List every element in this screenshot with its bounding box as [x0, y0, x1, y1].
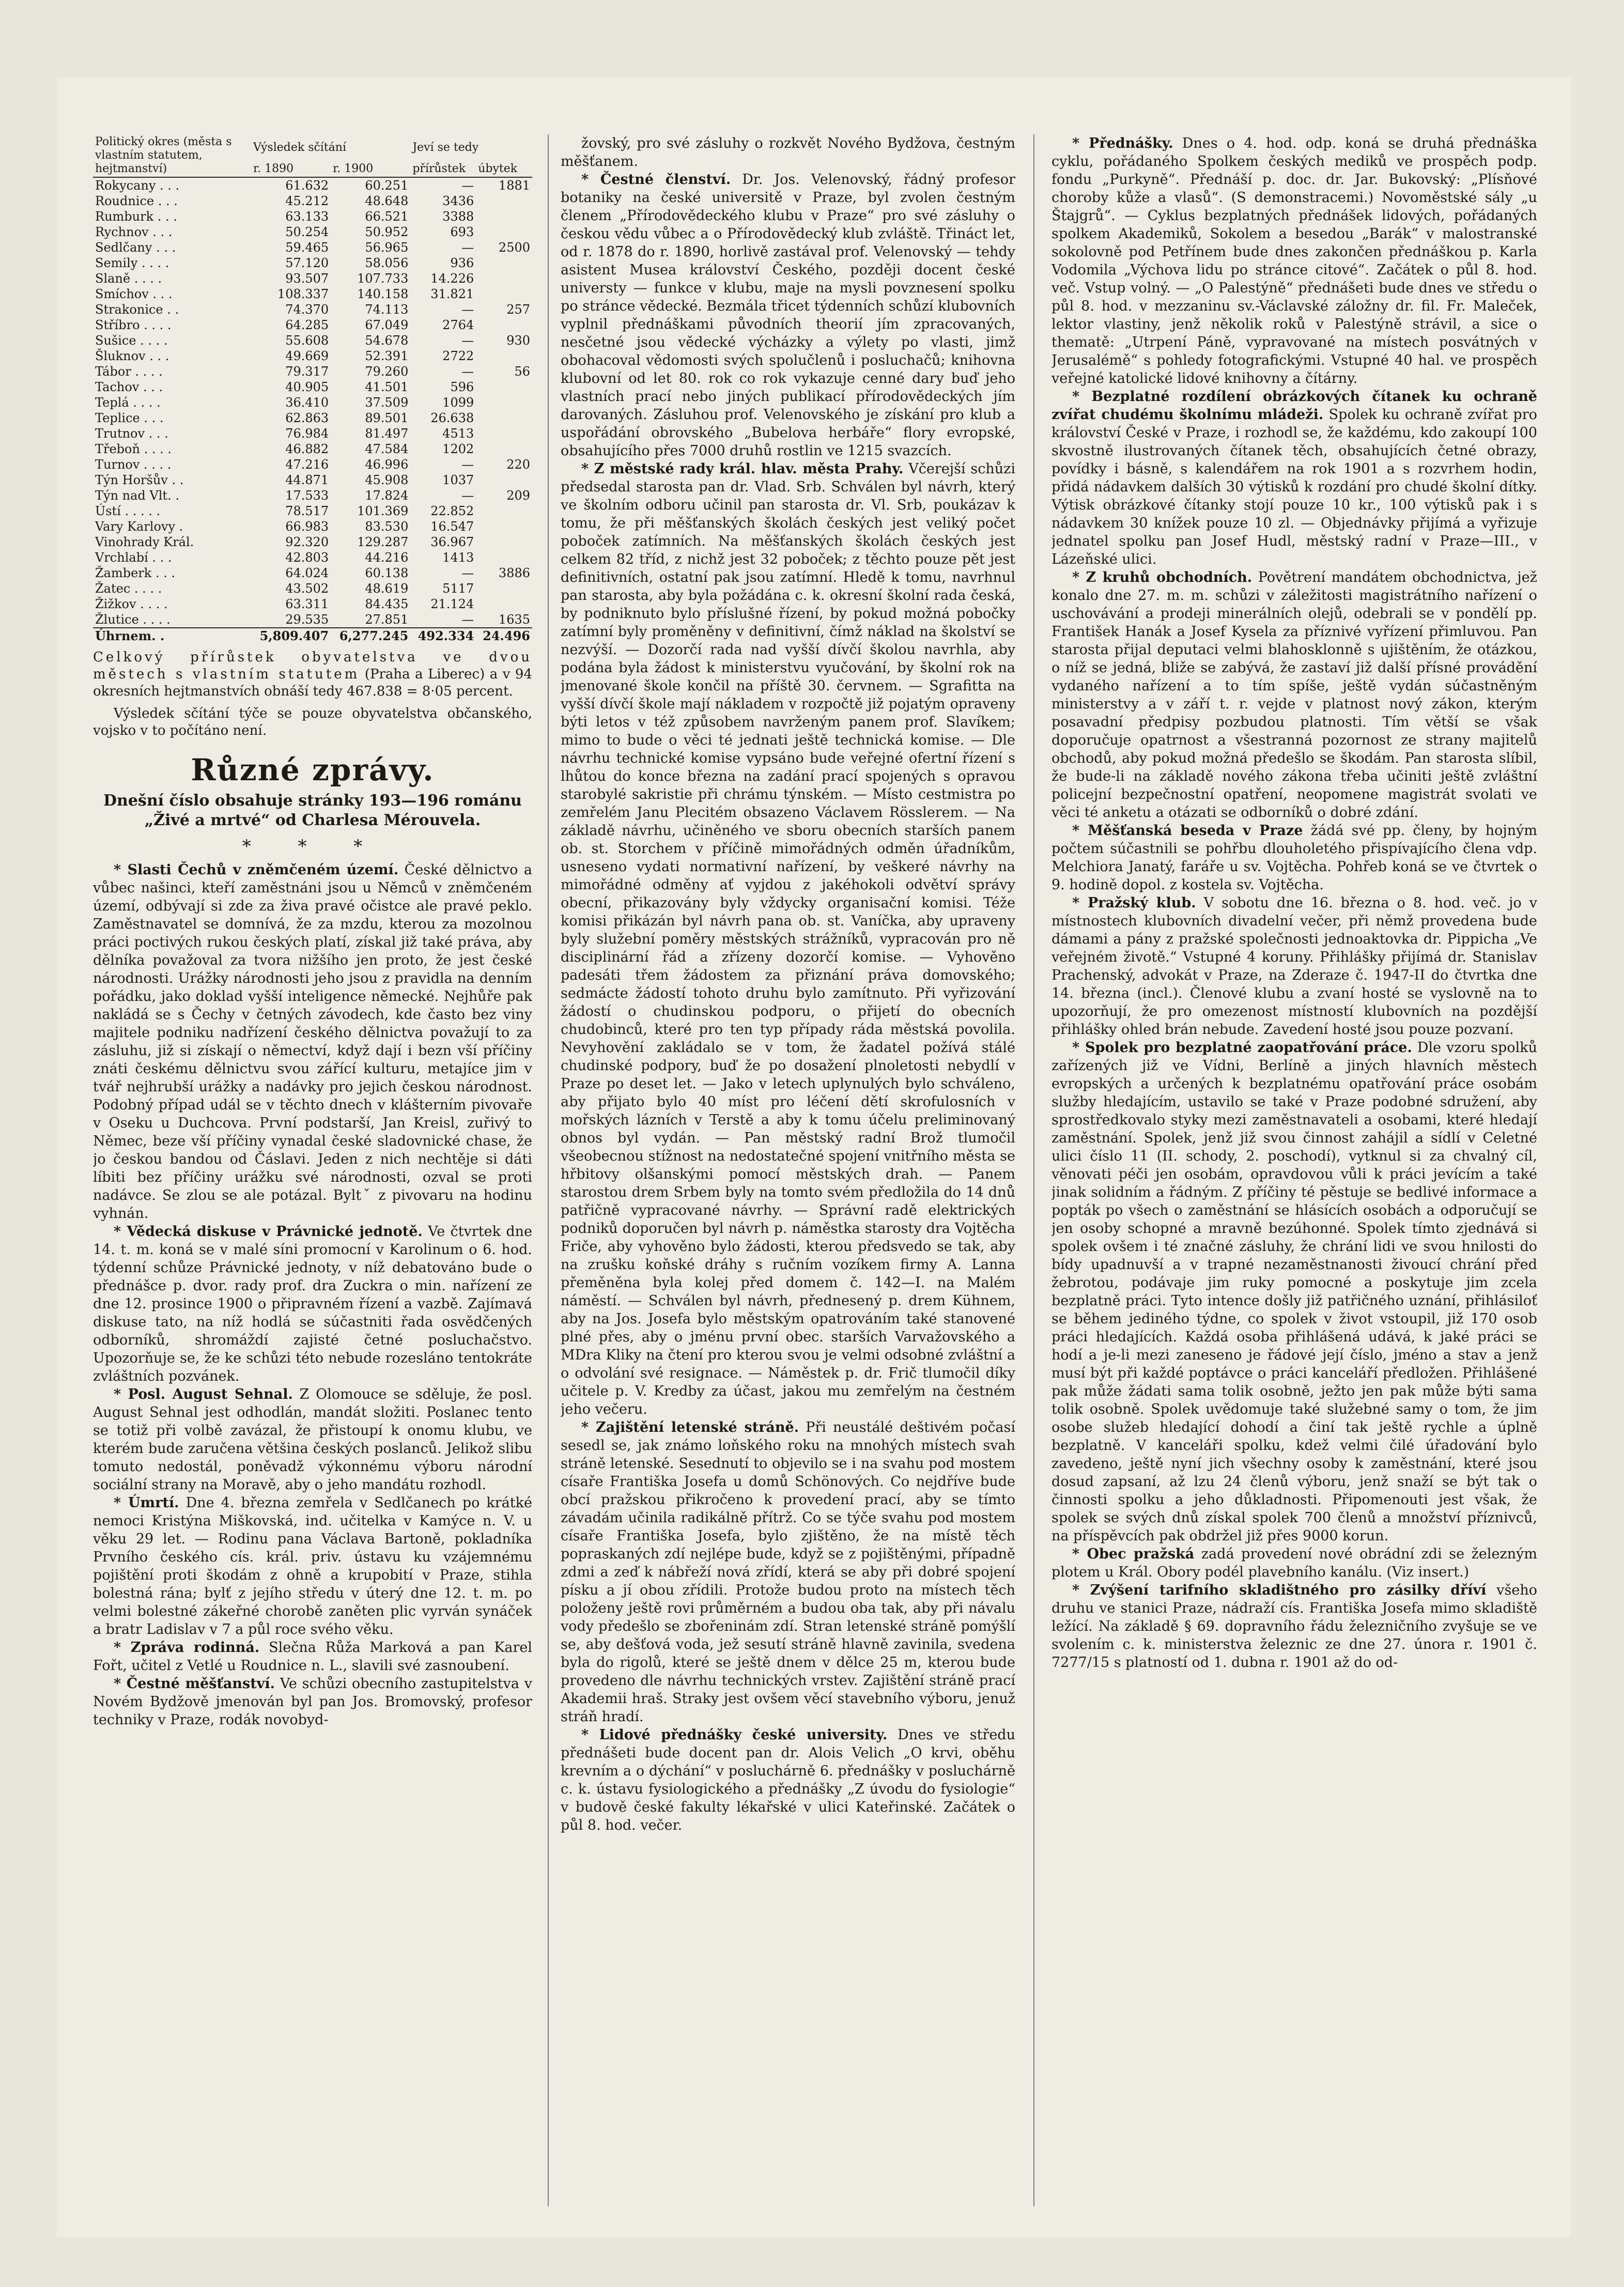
row-decrease: 930: [506, 333, 530, 348]
row-name: Rokycany . . .: [95, 178, 180, 193]
row-1900: 84.435: [365, 597, 409, 611]
table-row: [93, 472, 532, 488]
news-item: [93, 861, 532, 1223]
row-name: Teplá . . . .: [95, 395, 161, 410]
row-name: Žamberk . . .: [95, 566, 176, 580]
row-1900: 60.251: [365, 178, 409, 193]
row-1890: 74.370: [285, 302, 329, 317]
row-name: Ústí . . . . .: [95, 504, 161, 518]
table-row: [93, 364, 532, 379]
row-1890: 64.024: [285, 566, 329, 580]
news-item: [1051, 1039, 1537, 1545]
row-1900: 17.824: [365, 488, 409, 503]
row-1900: 44.216: [365, 550, 409, 565]
table-row: [93, 302, 532, 317]
news-item: [93, 1494, 532, 1639]
news-item: [561, 134, 1015, 171]
news-item: [561, 1418, 1015, 1726]
news-item: [93, 1675, 532, 1729]
row-1900: 48.619: [365, 581, 409, 596]
table-row: [93, 240, 532, 255]
row-decrease: [476, 271, 532, 286]
row-decrease: [476, 426, 532, 441]
column-3: [1051, 134, 1537, 2206]
row-1890: 57.120: [285, 256, 329, 270]
row-1890: 93.507: [285, 271, 329, 286]
column-2: [561, 134, 1015, 2206]
news-item: [1051, 1581, 1537, 1672]
row-name: Tábor . . . .: [95, 364, 163, 379]
news-item-text: Dr. Jos. Velenovský, řádný profesor botaniky na české universitě v Praze, byl zvolen čestným členem „Přírodovědeckého klubu v Praze“ pro své zásluhy o českou vědu vůbec a o Přírodovědecký klub zvláště. Třináct let, od r. 1878 do r. 1890, horlivě zastával prof. Velenovský — tehdy asistent Musea království Českého, později docent české universty — funkce v klubu, maje na mysli povznesení spolku po stránce vědecké. Bezmála třicet týdenních schůzí klubovních vyplnil přednáškami původních theorií jím zpracovaných, nesčetné jsou vědecké výcházky a výlety po vlasti, jimž obohacoval vědomosti svých spolučlenů i posluchačů; knihovna klubovní od let 80. rok co rok vykazuje cenné dary buď jeho vlastních prací nebo jiných publikací přírodovědeckých jím darovaných. Zásluhou prof. Velenovského je získání pro klub a uspořádání obrovského „Bubelova herbáře“ flory evropské, obsahujícího přes 7000 druhů rostlin ve 1215 svazcích.: [561, 172, 1015, 459]
row-1900: 107.733: [357, 271, 409, 286]
news-item-title: * Čestné členství.: [581, 172, 731, 188]
row-decrease: 257: [506, 302, 530, 317]
total-name: Úhrnem. .: [93, 628, 251, 644]
feature-note: Dnešní číslo obsahuje stránky 193—196 románu „Živé a mrtvé“ od Charlesa Mérouvela.: [103, 792, 522, 829]
row-decrease: 56: [514, 364, 530, 379]
row-increase: 22.852: [430, 504, 474, 518]
news-item-text: Ve schůzi obecního zastupitelstva v Novém Bydžově jmenován byl pan Jos. Bromovský, profesor techniky v Praze, rodák novobyd-: [93, 1676, 532, 1728]
row-decrease: [476, 255, 532, 271]
row-name: Vinohrady Král.: [95, 535, 194, 549]
row-increase: 5117: [442, 581, 474, 596]
news-item-title: * Úmrtí.: [114, 1495, 179, 1511]
row-decrease: [476, 503, 532, 519]
row-increase: 4513: [442, 426, 474, 441]
news-item-title: * Pražský klub.: [1072, 895, 1196, 911]
row-1890: 78.517: [285, 504, 329, 518]
row-1890: 47.216: [285, 457, 329, 472]
row-decrease: 2500: [498, 240, 530, 255]
news-item: [1051, 822, 1537, 894]
row-increase: —: [461, 566, 474, 580]
table-row: [93, 488, 532, 503]
row-name: Slaně . . . .: [95, 271, 162, 286]
row-increase: —: [461, 240, 474, 255]
row-name: Žatec . . . .: [95, 581, 162, 596]
row-decrease: 220: [506, 457, 530, 472]
row-1900: 83.530: [365, 519, 409, 534]
row-1890: 62.863: [285, 411, 329, 425]
row-1900: 67.049: [365, 318, 409, 332]
row-1890: 44.871: [285, 473, 329, 487]
row-1890: 42.803: [285, 550, 329, 565]
population-table: [93, 134, 532, 644]
news-item-title: * Přednášky.: [1072, 135, 1173, 151]
news-items-col2: [561, 134, 1015, 1834]
row-increase: 16.547: [430, 519, 474, 534]
table-row: [93, 441, 532, 457]
news-item-title: * Z kruhů obchodních.: [1072, 569, 1252, 585]
row-decrease: [476, 286, 532, 302]
row-increase: 2722: [442, 349, 474, 363]
row-1890: 17.533: [285, 488, 329, 503]
row-1900: 54.678: [365, 333, 409, 348]
row-decrease: [476, 596, 532, 612]
table-row: [93, 209, 532, 224]
news-item-text: zadá provedení nové obrádní zdi se železným plotem u Král. Obory podél plavebního kanálu. (Viz insert.): [1051, 1546, 1537, 1580]
row-increase: —: [461, 178, 474, 193]
row-increase: 31.821: [430, 287, 474, 301]
news-item-text: Při neustálé deštivém počasí sesedl se, jak známo loňského roku na mnohých místech svah stráně letenské. Sesednutí to objevilo se i na svahu pod mostem císaře Františka Josefa u domů Schönových. Co nejdříve bude obcí pražskou přikročeno k provedení prací, aby se tímto závadám učinila radikálně přítrž. Co se týče svahu pod mostem císaře Františka Josefa, bylo zjištěno, že na místě těch popraskaných zdí nejlépe bude, když se z pojištěnými, případně zdmi a zeď k nábřeží nová zřídí, která se aby při dobré spojení písku a jí obou zřídili. Protože budou proto na místech těch položeny ještě rovi průměrném a budou oba tak, aby při návalu vody předešlo se zbořeninám zdí. Stran letenské stráně pomýšlí se, aby dešťová voda, jež sesutí stráně hlavně zavinila, svedena byla do rigolů, které se ještě dnem v dělce 25 m, kterou bude provedeno dle návrhu technických vrstev. Zajištění stráně prací Akademii hraš. Straky jest ovšem věcí stavebního výboru, jenuž stráň hradí.: [561, 1419, 1015, 1725]
table-row: [93, 271, 532, 286]
table-row: [93, 317, 532, 333]
table-row: [93, 550, 532, 565]
news-item-text: České dělnictvo a vůbec našinci, kteří zaměstnáni jsou u Němců v zněmčeném území, odbývají si zde za živa pravé očistce ale pravé peklo. Zaměstnavatel se domnívá, že za mzdu, kterou za mozolnou práci poctivých rukou českých platí, získal již také práva, aby dělníka považoval za tvora nižšího jen proto, že jest české národnosti. Urážky národnosti jeho jsou z pravidla na denním pořádku, jako doklad vyšší inteligence německé. Nejhůře pak nakládá se s Čechy v četných závodech, kde často bez viny majitele podniku nadřízení českého dělnictva považují to za zásluhu, již si získají o němectví, když dají i bezn vší příčiny znáti českému dělnictvu svou zářící kulturu, metajíce jim v tvář nejhrubší urážky a nadávky pro jejich českou národnost. Podobný případ udál se v těchto dnech v klášterním pivovaře v Oseku u Duchcova. První podstarší, Jan Kreisl, zuřivý to Němec, beze vší příčiny vynadal české sladovnické chase, že jo českou bandou od Čáslavi. Jeden z nich nechtěje si dáti líbiti bez příčiny urážku své národnosti, ozval se proti nadávce. Se zlou se ale potázal. Byltˇ z pivovaru na hodinu vyhnán.: [93, 862, 532, 1222]
row-name: Týn nad Vlt. .: [95, 488, 179, 503]
news-item-title: * Z městské rady král. hlav. města Prahy.: [581, 461, 904, 477]
row-increase: 1202: [442, 442, 474, 456]
news-item-text: Dne 4. března zemřela v Sedlčanech po krátké nemoci Kristýna Miškovská, ind. učitelka v Kamýce n. V. u věku 29 let. — Rodinu pana Václava Bartoně, pokladníka Prvního českého cís. král. priv. ústavu ku vzájemnému pojištění proti škodám z ohně a krupobití v Praze, stihla bolestná rána; bylť z jejího středu v úterý dne 12. t. m. po velmi bolestné zákeřné chorobě zaněten plic vyrván synáček a bratr Ladislav v 7 a půl roce svého věku.: [93, 1495, 532, 1637]
news-items-col3: [1051, 134, 1537, 1672]
row-1890: 63.311: [285, 597, 329, 611]
header-vysledek: Výsledek sčítání: [253, 141, 347, 154]
row-name: Roudnice . . .: [95, 194, 178, 208]
table-row: [93, 503, 532, 519]
news-items-col1: [93, 861, 532, 1729]
row-name: Smíchov . . .: [95, 287, 173, 301]
header-okres: Politický okres (města s vlastním statutem, hejtmanství): [93, 134, 251, 177]
separator-dots: * * *: [242, 836, 383, 857]
row-increase: 693: [450, 225, 474, 239]
row-decrease: [476, 209, 532, 224]
row-name: Strakonice . .: [95, 302, 179, 317]
summary-note: Výsledek sčítání týče se pouze obyvatelstva občanského, vojsko v to počítáno není.: [93, 706, 532, 738]
news-item-text: Ve čtvrtek dne 14. t. m. koná se v malé síni promocní v Karolinum o 6. hod. týdenní schůze Právnické jednoty, v níž debatováno bude o přednášce p. dvor. rady prof. dra Zuckra o min. nařízení ze dne 12. prosince 1900 o připravném řízení a vazbě. Zajímavá diskuse tato, na níž hodlá se súčastniti řada osvědčených odborníků, shromáždí zajisté četné posluchačstvo. Upozorňuje se, že ke schůzi této nebude rozesláno tentokráte zvláštních pozvánek.: [93, 1224, 532, 1384]
table-row: [93, 177, 532, 193]
news-item-title: * Posl. August Sehnal.: [114, 1386, 293, 1402]
row-decrease: 1635: [498, 612, 530, 627]
news-item: [561, 1726, 1015, 1834]
row-1900: 50.952: [365, 225, 409, 239]
news-item-text: Včerejší schůzi předsedal starosta pan dr. Vlad. Srb. Schválen byl návrh, který ve školním odboru učinil pan starosta dr. Vl. Srb, poukázav k tomu, že při měšťanských školách českých jest veliký počet poboček zatímních. Na měšťanských školách českých jest celkem 82 tříd, z nichž jest 32 poboček; z těchto pouze pět jest definitivních, ostatní pak jsou zatímní. Hledě k tomu, navrhnul pan starosta, aby byla požádána c. k. okresní školní rada česká, by podniknuto bylo příslušné řízení, by pokud možná pobočky zatímní byly proměněny v definitivní, čímž náklad na školství se nezvýší. — Dozorčí rada nad vyšší dívčí školou navrhla, aby podána byla žádost k ministerstvu vyučování, by školní rok na jmenované škole končil na příště 30. červnem. — Sgrafitta na vyšší dívčí škole mají nákladem v rozpočtě již pojatým opraveny býti letos v též způsobem navrženým panem prof. Slavíkem; mimo to bude o věci té jednati ještě technická komise. — Dle návrhu technické komise vypsáno bude veřejné ofertní řízení s lhůtou do konce března na zadání prací spojených s opravou starobylé sakristie při chrámu týnském. — Místo cestmistra po zemřelém Janu Plecitém obsazeno Václavem Rösslerem. — Na základě návrhu, učiněného ve sboru obecních starších panem ob. st. Storchem v příčině mimořádných odměn úřadníkům, usneseno vydati normativní nařízení, by veškeré návrhy na mimořádné odměny ať vyjdou z jakéhokoli odvětví správy obecní, přikazovány byly vždycky organisační komisi. Téže komisi přikázán byl návrh pana ob. st. Vaníčka, aby upraveny byly služební poměry městských strážníků, vypracován pro ně disciplinární řád a zřízeny dozorčí komise. — Vyhověno padesáti třem žádostem za přiznání práva domovského; sedmácte žádostí tohoto druhu bylo zamítnuto. Při vyřizování žádostí o chudinskou podporu, o přijetí do obecních chudobinců, které pro ten typ případy ráda městská povolila. Nevyhovění zakládalo se v tom, že žadatel požívá stálé chudinské podpory, buď že po dosažení plnoletosti nebydlí v Praze po deset let. — Jako v letech uplynulých bylo schváleno, aby přijato bylo 40 míst pro léčení dětí skrofulosních v mořských lázních v Terstě a aby k tomu účelu preliminovaný obnos byl vydán. — Pan městský radní Brož tlumočil všeobecnou stížnost na nedostatečné spojení vnitřního města se hřbitovy olšanskými pomocí městských drah. — Panem starostou drem Srbem byly na tomto svém předložila do 14 dnů patřičně vypracované návrhy. — Správní radě elektrických podniků doporučen byl návrh p. náměstka starosty dra Vojtěcha Friče, aby vyhověno bylo žádosti, kterou předsvedo se tak, aby na zrušku koňské dráhy s ručním vozíkem firmy A. Lanna přeměněna byla kolej před domem č. 142—I. na Malém náměstí. — Schválen byl návrh, přednesený p. drem Kühnem, aby na Jos. Josefa bylo městským opatrováním také stanovené plné přes, aby o jménu první obec. starších Varvažovského a MDra Kliky na čtení pro kterou svou je velmi odsobné zvláštní a o odvolání své resignace. — Náměstek p. dr. Frič tlumočil díky učitele p. V. Kredby za účast, jakou mu zemřelým na čestném jeho večeru.: [561, 461, 1015, 1417]
summary-rest: (Praha a Liberec) a v 94 okresních hejtmanstvích obnáší tedy 467.838 = 8·05 percent.: [93, 667, 532, 699]
row-name: Třeboň . . . .: [95, 442, 172, 456]
news-item: [1051, 388, 1537, 568]
total-1900: 6,277.245: [331, 628, 410, 644]
table-row: [93, 612, 532, 628]
table-row: [93, 426, 532, 441]
column-rule: [548, 134, 549, 2206]
population-summary: [93, 649, 532, 700]
news-item-text: žovský, pro své zásluhy o rozkvět Nového Bydžova, čestným měšťanem.: [561, 135, 1015, 169]
row-decrease: [476, 379, 532, 395]
row-1900: 58.056: [365, 256, 409, 270]
row-name: Žlutice . . . .: [95, 612, 171, 627]
news-item-title: * Zvýšení tarifního skladištného pro zásilky dříví: [1072, 1582, 1487, 1598]
total-1890: 5,809.407: [251, 628, 331, 644]
news-item: [1051, 568, 1537, 822]
news-item-title: * Vědecká diskuse v Právnické jednotě.: [114, 1224, 423, 1240]
news-item: [1051, 1545, 1537, 1581]
row-name: Vary Karlovy .: [95, 519, 183, 534]
row-increase: 1413: [442, 550, 474, 565]
table-row: [93, 581, 532, 596]
table-row: [93, 457, 532, 472]
row-name: Sušice . . . .: [95, 333, 168, 348]
table-row: [93, 348, 532, 364]
newspaper-page: [57, 78, 1571, 2237]
row-name: Turnov . . . .: [95, 457, 172, 472]
row-increase: —: [461, 612, 474, 627]
row-decrease: [476, 550, 532, 565]
row-decrease: [476, 348, 532, 364]
table-row: [93, 224, 532, 240]
news-item-text: Povětrení mandátem obchodnictva, jež konalo dne 27. m. m. schůzi v záležitosti magistrátního nařízení o uschovávání a prodeji minerálních olejů, odebrali se v pondělí pp. František Hanák a Josef Kysela za příznivé vyřízení přimluvou. Pan starosta přijal deputaci velmi blahosklonně s ujištěním, že otázkou, o níž se jedná, bliže se zabývá, že zastaví již další přísné provádění vydaného nařízení a to tím spíše, ještě vydán súčastněným ministerstvy a v září t. r. vejde v platnost nový zákon, kterým posavadní předpisy pozbudou platnosti. Tím větší se však doporučuje opatrnost a všestranná pozornost ze strany majitelů obchodů, aby pokud možná předešlo se škodám. Pan starosta slíbil, že bude-li na základě nového zákona třeba učiniti ještě zvláštní policejní bezpečnostní opatření, neopomene magistrát svolati ve věci té anketu a otázati se odborníků o dobré zdání.: [1051, 569, 1537, 821]
row-1900: 27.851: [365, 612, 409, 627]
row-1890: 55.608: [285, 333, 329, 348]
row-decrease: [476, 472, 532, 488]
row-1900: 60.138: [365, 566, 409, 580]
row-1890: 46.882: [285, 442, 329, 456]
table-row: [93, 395, 532, 410]
header-jevi: Jeví se tedy: [412, 141, 479, 154]
row-increase: 14.226: [430, 271, 474, 286]
table-row: [93, 596, 532, 612]
row-name: Stříbro . . . .: [95, 318, 172, 332]
row-decrease: [476, 317, 532, 333]
row-1900: 140.158: [357, 287, 409, 301]
total-decrease: 24.496: [476, 628, 532, 644]
row-1890: 61.632: [285, 178, 329, 193]
row-1890: 92.320: [285, 535, 329, 549]
row-1890: 43.502: [285, 581, 329, 596]
row-increase: 1099: [442, 395, 474, 410]
news-item: [1051, 134, 1537, 388]
news-item-title: * Bezplatné rozdílení obrázkových čítanek ku ochraně zvířat chudému školnímu mládeži.: [1051, 389, 1537, 423]
table-row: [93, 255, 532, 271]
row-name: Týn Horšův . .: [95, 473, 184, 487]
row-1890: 45.212: [285, 194, 329, 208]
row-1890: 66.983: [285, 519, 329, 534]
row-1900: 41.501: [365, 380, 409, 394]
row-decrease: 209: [506, 488, 530, 503]
table-row: [93, 519, 532, 534]
row-name: Teplice . . .: [95, 411, 164, 425]
row-name: Šluknov . . .: [95, 349, 169, 363]
row-increase: —: [461, 302, 474, 317]
row-decrease: [476, 224, 532, 240]
row-1900: 48.648: [365, 194, 409, 208]
row-increase: 21.124: [430, 597, 474, 611]
row-increase: 3388: [442, 209, 474, 224]
news-item-title: * Lidové přednášky české university.: [581, 1727, 888, 1743]
row-1900: 52.391: [365, 349, 409, 363]
row-1900: 47.584: [365, 442, 409, 456]
row-1900: 81.497: [365, 426, 409, 441]
row-1890: 36.410: [285, 395, 329, 410]
news-item-title: * Slasti Čechů v zněmčeném území.: [114, 862, 399, 878]
news-item-text: všeho druhu ve stanici Praze, nádraží cís. Františka Josefa mimo skladiště ležící. Na základě § 69. dopravního řádu železničního zvyšuje se ve svolením c. k. ministerstva železnic ze dne 27. února r. 1901 č. 7277/15 s platností od 1. dubna r. 1901 až do od-: [1051, 1582, 1537, 1671]
news-item-title: * Zpráva rodinná.: [114, 1640, 260, 1656]
news-item-text: Dnes ve středu přednášeti bude docent pan dr. Alois Velich „O krvi, oběhu krevním a o dýchání“ v posluchárně 6. přednášky v posluchárně c. k. ústavu fysiologického a přednášky „Z úvodu do fysiologie“ v budově české fakulty lékařské v ulici Kateřinské. Začátek o půl 8. hod. večer.: [561, 1727, 1015, 1833]
header-1900: r. 1900: [331, 156, 410, 177]
row-name: Rychnov . . .: [95, 225, 173, 239]
news-item-text: Spolek ku ochraně zvířat pro království České v Praze, i rozhodl se, že každému, kdo zakoupí 100 skvostně ilustrovaných čítanek těch, obsahujících četné obrazy, povídky i básně, s kalendářem na rok 1901 a s rozvrhem hodin, přidá nádavkem dalších 30 výtisků k rozdání pro chudé školní dítky. Výtisk obrázkové čítanky stojí pouze 10 kr., 100 výtisků pak i s nádavkem 30 knížek pouze 10 zl. — Objednávky přijímá a vyřizuje jednatel spolku pan Josef Hudl, městský radní v Praze—III., v Lázeňské ulici.: [1051, 407, 1537, 567]
row-1900: 46.996: [365, 457, 409, 472]
row-1900: 37.509: [365, 395, 409, 410]
news-item: [1051, 894, 1537, 1039]
header-prirustek: přírůstek: [410, 156, 476, 177]
row-1900: 129.287: [357, 535, 409, 549]
row-increase: —: [461, 333, 474, 348]
row-1890: 40.905: [285, 380, 329, 394]
news-item-title: * Spolek pro bezplatné zaopatřování práce.: [1072, 1040, 1412, 1056]
news-item-text: Slečna Růža Marková a pan Karel Fořt, učitel z Vetlé u Roudnice n. L., slavili své zasnoubení.: [93, 1640, 532, 1674]
news-item: [93, 1639, 532, 1675]
section-title: Různé zprávy.: [191, 752, 435, 787]
row-decrease: [476, 395, 532, 410]
row-increase: —: [461, 457, 474, 472]
news-item-title: * Měšťanská beseda v Praze: [1072, 823, 1303, 839]
news-item-title: * Obec pražská: [1072, 1546, 1195, 1562]
news-item-title: * Zajištění letenské stráně.: [581, 1419, 799, 1435]
total-increase: 492.334: [410, 628, 476, 644]
row-1890: 64.285: [285, 318, 329, 332]
news-item: [93, 1223, 532, 1385]
row-1890: 50.254: [285, 225, 329, 239]
news-item: [561, 171, 1015, 460]
row-1890: 63.133: [285, 209, 329, 224]
row-name: Tachov . . .: [95, 380, 163, 394]
news-item-text: Dnes o 4. hod. odp. koná se druhá přednáška cyklu, pořádaného Spolkem českých mediků ve prospěch podp. fondu „Purkyně“. Přednáší p. doc. dr. Jar. Bukovský: „Plísňové choroby kůže a vlasů“. (S demonstracemi.) Novoměstské sály „u Štajgrů“. — Cyklus bezplatných přednášek lidových, pořádaných spolkem Akademiků, Sokolem a besedou „Barák“ v malostranské sokolovně pod Petřínem bude dnes zakončen přednáškou p. Karla Vodomila „Výchova lidu po stránce citové“. Začátek o půl 8. hod. več. Vstup volný. — „O Palestýně“ přednášeti bude dnes ve středu o půl 8. hod. v mezzaninu sv.-Václavské záložny dr. fil. Fr. Maleček, lektor vlastiny, jenž několik roků v Palestýně strávil, a sice o thematě: „Utrpení Páně, vypravované na místech posvátných v Jerusalémě“ s pohledy fotografickými. Vstupné 40 hal. ve prospěch veřejné katolické lidové knihovny a čítárny.: [1051, 135, 1537, 387]
table-total-row: [93, 628, 532, 644]
row-1890: 59.465: [285, 240, 329, 255]
row-1890: 79.317: [285, 364, 329, 379]
row-1890: 76.984: [285, 426, 329, 441]
row-name: Žižkov . . . .: [95, 597, 168, 611]
row-1890: 49.669: [285, 349, 329, 363]
news-item-text: Dle vzoru spolků zařízených již ve Vídni, Berlíně a jiných hlavních městech evropských a určených k bezplatnému opatřování práce osobám služby hledajícím, ustavilo se také v Praze podobné sdružení, aby sprostředkovalo styky mezi zaměstnavateli a osobami, které hledají zaměstnání. Spolek, jenž již svou činnost zahájil a sídlí v Celetné ulici číslo 11 (II. schody, 2. poschodí), vytknul si za chvalný cíl, věnovati péči jen osobám, opravdovou vůli k práci jevícím a také jinak solidním a řádným. Z příčiny té pěstuje se bedlivé informace a popták po všech o zaměstnání se hlásících osobách a odporučují se jen osoby schopné a mravně bezúhonné. Spolek tímto zjednává si spolek ovšem i té značné zásluhy, že chrání lidi ve svou hnilosti do bídy upadnuvší a v trapné nezaměstnanosti živoucí chrání před žebrotou, podávaje jim ruky pomocné a poskytuje jim zcela bezplatně práci. Tyto intence došly již patřičného uznání, přihlásiloť se během jediného týdne, co spolek v život vstoupil, již 170 osob práci hledajících. Každá osoba přihlášená udává, k jaké práci se hodí a je-li mezi zaneseno je řádové její číslo, jméno a stav a jenž musí být při každé poptávce o práci kanceláří předložen. Přihlášené pak může žádati sama tolik osobně, ježto jen pak může býti sama tolik osobně. Spolek uvědomuje také služebné samy o tom, že jim osobe služeb hledající dohodí a činí tak ještě rychle a úplně bezplatně. V kanceláři spolku, kdež velmi čilé úřadování bylo zavedeno, ještě nyní jich všechny osoby k zaměstnání, které jsou dosud zapsaní, až lzu 24 členů výboru, jenž snaží se být tak o činnosti spolku a jeho důkladnosti. Připomenouti jest však, že spolek se svých dnů získal spolek 700 členů a množství příznivců, na příspěvcích pak obdržel již přes 9000 korun.: [1051, 1040, 1537, 1544]
row-decrease: 3886: [498, 566, 530, 580]
row-decrease: [476, 441, 532, 457]
row-decrease: [476, 534, 532, 550]
column-1: [93, 134, 532, 2206]
table-row: [93, 410, 532, 426]
row-decrease: [476, 519, 532, 534]
row-name: Rumburk . . .: [95, 209, 177, 224]
header-1890: r. 1890: [251, 156, 331, 177]
population-table-body: [93, 177, 532, 628]
row-increase: —: [461, 364, 474, 379]
news-item-text: V sobotu dne 16. března o 8. hod. več. jo v místnostech klubovních divadelní večer, při němž provedena bude dámami a pány z pražské společnosti jednoaktovka dr. Pippicha „Ve veřejném životě.“ Vstupné 4 koruny. Přihlášky přijímá dr. Stanislav Prachenský, advokát v Praze, na Zderaze č. 1947-II do čtvrtka dne 14. března (incl.). Členové klubu a zvaní hosté se vyslovně na to upozorňují, že pro omezenost místností klubovních na pozdější přihlášky ohled brán nebude. Zavedení hosté jsou pouze pozvaní.: [1051, 895, 1537, 1038]
row-decrease: [476, 410, 532, 426]
column-rule: [1033, 134, 1034, 2206]
row-increase: 36.967: [430, 535, 474, 549]
row-1900: 79.260: [365, 364, 409, 379]
news-item-title: * Čestné měšťanství.: [114, 1676, 275, 1692]
header-ubytek: úbytek: [476, 156, 532, 177]
table-row: [93, 333, 532, 348]
row-1900: 74.113: [365, 302, 409, 317]
row-increase: 936: [450, 256, 474, 270]
news-item: [93, 1385, 532, 1494]
table-row: [93, 193, 532, 209]
row-increase: 596: [450, 380, 474, 394]
row-1890: 29.535: [285, 612, 329, 627]
news-item: [561, 460, 1015, 1418]
row-1900: 101.369: [357, 504, 409, 518]
news-item-text: žádá své pp. členy, by hojným počtem súčastnili se pohřbu dlouholetého přispívajícího člena vdp. Melchiora Janatý, faráře u sv. Vojtěcha. Pohřeb koná se ve čtvrtek o 9. hodině dopol. z kostela sv. Vojtěcha.: [1051, 823, 1537, 893]
table-row: [93, 565, 532, 581]
row-1900: 45.908: [365, 473, 409, 487]
row-name: Semily . . . .: [95, 256, 169, 270]
row-1900: 66.521: [365, 209, 409, 224]
summary-spaced: Celkový přírůstek obyvatelstva ve dvou městech s vlastním statutem: [93, 650, 532, 682]
table-row: [93, 379, 532, 395]
row-increase: 2764: [442, 318, 474, 332]
row-decrease: [476, 581, 532, 596]
row-increase: 26.638: [430, 411, 474, 425]
row-increase: —: [461, 488, 474, 503]
table-row: [93, 534, 532, 550]
news-item-text: Z Olomouce se sděluje, že posl. August Sehnal jest odhodlán, mandát složiti. Poslanec tento se totiž při volbě zavázal, že přistoupí k onomu klubu, ve kterém bude zaručena většina českých poslanců. Jelikož slibu tomuto nedostál, poněvadž výkonnému výboru národní sociální strany na Moravě, aby o jeho mandátu rozhodl.: [93, 1386, 532, 1493]
row-1900: 56.965: [365, 240, 409, 255]
columns: [93, 134, 1540, 2206]
row-increase: 1037: [442, 473, 474, 487]
row-decrease: 1881: [498, 178, 530, 193]
row-1900: 89.501: [365, 411, 409, 425]
table-row: [93, 286, 532, 302]
row-decrease: [476, 193, 532, 209]
row-increase: 3436: [442, 194, 474, 208]
row-1890: 108.337: [277, 287, 329, 301]
row-name: Trutnov . . .: [95, 426, 168, 441]
row-name: Vrchlabí . . .: [95, 550, 172, 565]
row-name: Sedlčany . . .: [95, 240, 176, 255]
